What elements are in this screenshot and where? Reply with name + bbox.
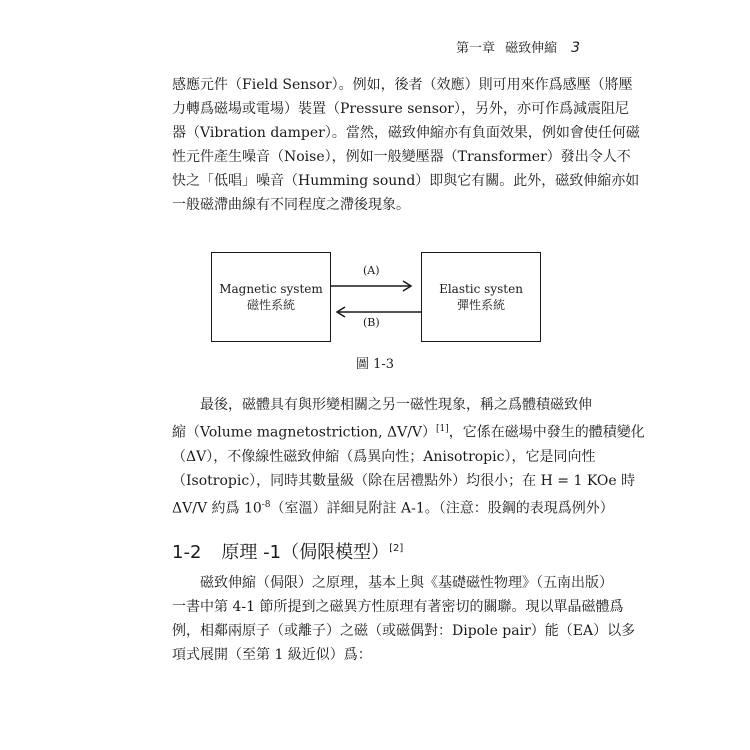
elastic-system-box <box>421 252 541 342</box>
text-line: 最後，磁體具有與形變相關之另一磁性現象，稱之爲體積磁致伸 <box>200 397 592 413</box>
text-fragment: ΔV/V 約爲 10 <box>172 500 262 517</box>
chapter-label: 第一章 <box>456 41 496 56</box>
text-line: 器（Vibration damper）。當然，磁致伸縮亦有負面效果，例如會使任何磁 <box>172 125 640 141</box>
arrow-a-label: (A) <box>363 264 380 277</box>
section-heading <box>172 538 403 564</box>
text-line: （Isotropic），同時其數量級（除在居禮點外）均很小；在 H = 1 KOe 時 <box>172 472 636 489</box>
citation-ref: [2] <box>389 543 404 554</box>
text-line: （ΔV），不像線性磁致伸縮（爲異向性；Anisotropic），它是同向性 <box>172 448 596 465</box>
citation-ref: [1] <box>436 424 449 434</box>
text-line: 磁致伸縮（侷限）之原理，基本上與《基礎磁性物理》（五南出版） <box>200 575 613 591</box>
magnetic-system-label-en: Magnetic system <box>219 282 323 296</box>
page-number: 3 <box>571 40 580 56</box>
magnetic-system-label-zh: 磁性系統 <box>246 298 295 312</box>
elastic-system-label-en: Elastic systen <box>439 282 523 296</box>
figure-caption: 圖 1-3 <box>355 357 395 372</box>
text-fragment: ，它係在磁場中發生的體積變化 <box>448 424 645 441</box>
section-title: 原理 -1（侷限模型） <box>221 542 390 563</box>
elastic-system-label-zh: 彈性系統 <box>456 298 505 312</box>
text-line: 一般磁滯曲線有不同程度之滯後現象。 <box>172 197 410 213</box>
chapter-title: 磁致伸縮 <box>505 41 558 56</box>
text-line <box>172 493 614 521</box>
text-fragment: （室溫）詳細見附註 A-1。（注意：股鋼的表現爲例外） <box>270 500 614 517</box>
text-fragment: 縮（Volume magnetostriction, ΔV/V） <box>172 424 437 441</box>
magnetic-system-box <box>211 252 331 342</box>
text-line: 力轉爲磁場或電場）裝置（Pressure sensor），另外，亦可作爲減震阻尼 <box>172 101 630 117</box>
figure-1-3-diagram <box>211 252 541 344</box>
text-line: 一書中第 4-1 節所提到之磁異方性原理有著密切的關聯。現以單晶磁體爲 <box>172 599 624 615</box>
exponent: -8 <box>261 499 271 510</box>
paragraph-1 <box>172 73 640 217</box>
section-number: 1-2 <box>172 542 202 563</box>
arrow-b-label: (B) <box>363 316 380 329</box>
text-line: 快之「低唱」噪音（Humming sound）即與它有關。此外，磁致伸縮亦如 <box>172 173 640 189</box>
text-line: 感應元件（Field Sensor）。例如，後者（效應）則可用來作爲感壓（將壓 <box>172 77 633 93</box>
section-title-wrap <box>221 538 403 564</box>
text-line: 性元件產生噪音（Noise），例如一般變壓器（Transformer）發出令人不 <box>172 149 631 165</box>
running-header <box>456 37 580 56</box>
paragraph-3 <box>172 571 636 667</box>
paragraph-2 <box>172 393 645 520</box>
text-line: 例，相鄰兩原子（或離子）之磁（或磁偶對：Dipole pair）能（EA）以多 <box>172 623 636 639</box>
text-line: 項式展開（至第 1 級近似）爲： <box>172 647 372 663</box>
text-line <box>172 417 645 445</box>
